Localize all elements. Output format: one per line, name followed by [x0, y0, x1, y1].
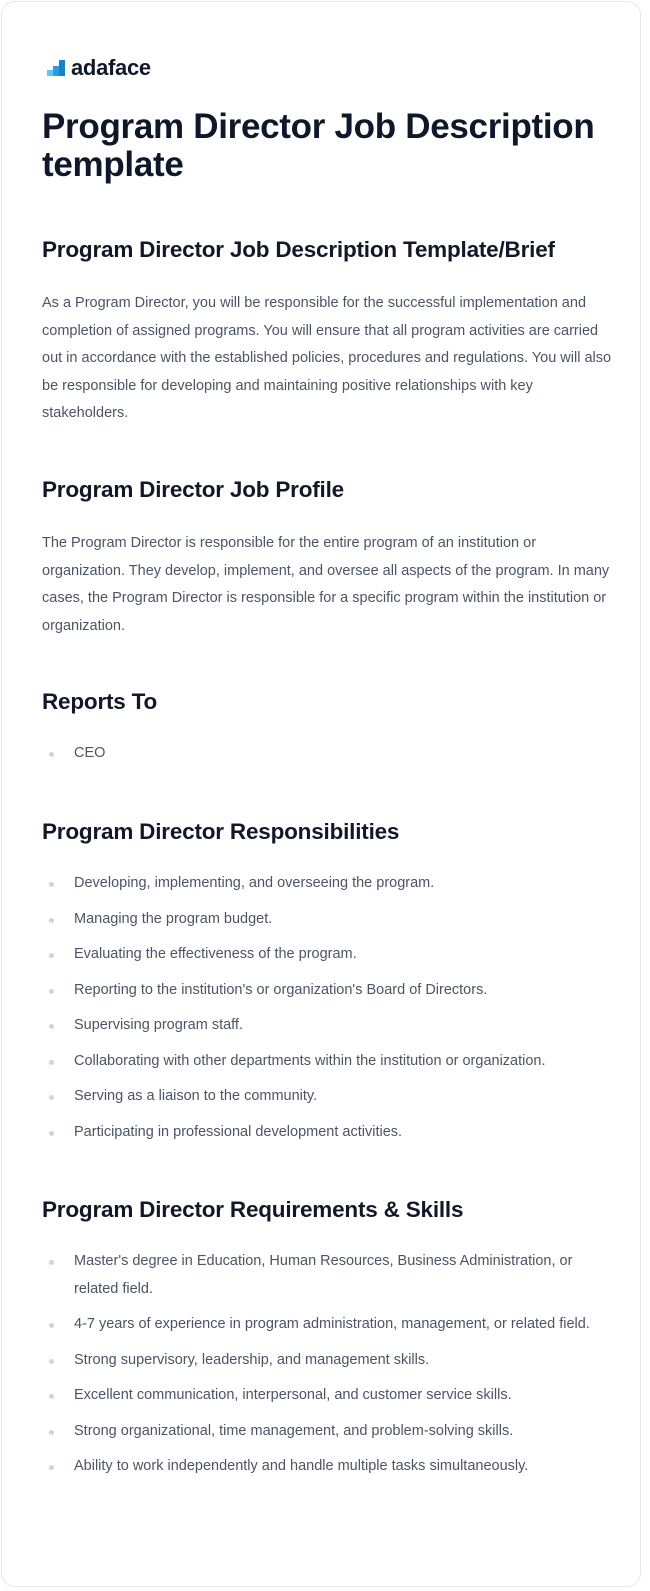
section-heading: Program Director Responsibilities: [42, 819, 400, 844]
list-item: Collaborating with other departments within the institution or organization.: [42, 1048, 612, 1076]
list-item: Excellent communication, interpersonal, and customer service skills.: [42, 1382, 612, 1410]
section-heading: Program Director Requirements & Skills: [42, 1197, 464, 1222]
section-profile: [42, 475, 612, 640]
section-text: As a Program Director, you will be responsible for the successful implementation and completion of assigned programs. You will ensure that all program activities are carried out in accordance with the established policies, procedures and regulations. You will also be responsible for developing and maintaining positive relationships with key stakeholders.: [42, 295, 612, 421]
list-item: Master's degree in Education, Human Resources, Business Administration, or related field.: [42, 1248, 612, 1303]
section-reports-to: [42, 687, 612, 776]
list-item: Managing the program budget.: [42, 906, 612, 934]
requirements-list: [42, 1248, 612, 1481]
list-item: Participating in professional development activities.: [42, 1119, 612, 1147]
section-requirements: [42, 1195, 612, 1489]
list-item: Ability to work independently and handle multiple tasks simultaneously.: [42, 1453, 612, 1481]
list-item: 4-7 years of experience in program administration, management, or related field.: [42, 1311, 612, 1339]
brand-name: adaface: [71, 55, 151, 80]
list-item: Reporting to the institution's or organization's Board of Directors.: [42, 977, 612, 1005]
list-item: Evaluating the effectiveness of the program.: [42, 941, 612, 969]
list-item: Strong supervisory, leadership, and management skills.: [42, 1347, 612, 1375]
section-text: The Program Director is responsible for the entire program of an institution or organization. They develop, implement, and oversee all aspects of the program. In many cases, the Program Director is responsible for a specific program within the institution or organization.: [42, 535, 610, 634]
list-item: Supervising program staff.: [42, 1012, 612, 1040]
responsibilities-list: [42, 870, 612, 1146]
list-item: Developing, implementing, and overseeing the program.: [42, 870, 612, 898]
list-item: CEO: [42, 740, 612, 768]
list-item: Strong organizational, time management, and problem-solving skills.: [42, 1418, 612, 1446]
document-card: [1, 1, 641, 1587]
brand-logo[interactable]: [47, 54, 151, 82]
adaface-logo-icon: [47, 58, 67, 78]
section-heading: Program Director Job Description Template/Brief: [42, 237, 555, 262]
section-responsibilities: [42, 817, 612, 1154]
section-brief: [42, 235, 612, 428]
page-title: Program Director Job Description template: [42, 107, 595, 184]
reports-to-list: [42, 740, 612, 768]
section-heading: Program Director Job Profile: [42, 477, 344, 502]
section-heading: Reports To: [42, 689, 158, 714]
list-item: Serving as a liaison to the community.: [42, 1083, 612, 1111]
